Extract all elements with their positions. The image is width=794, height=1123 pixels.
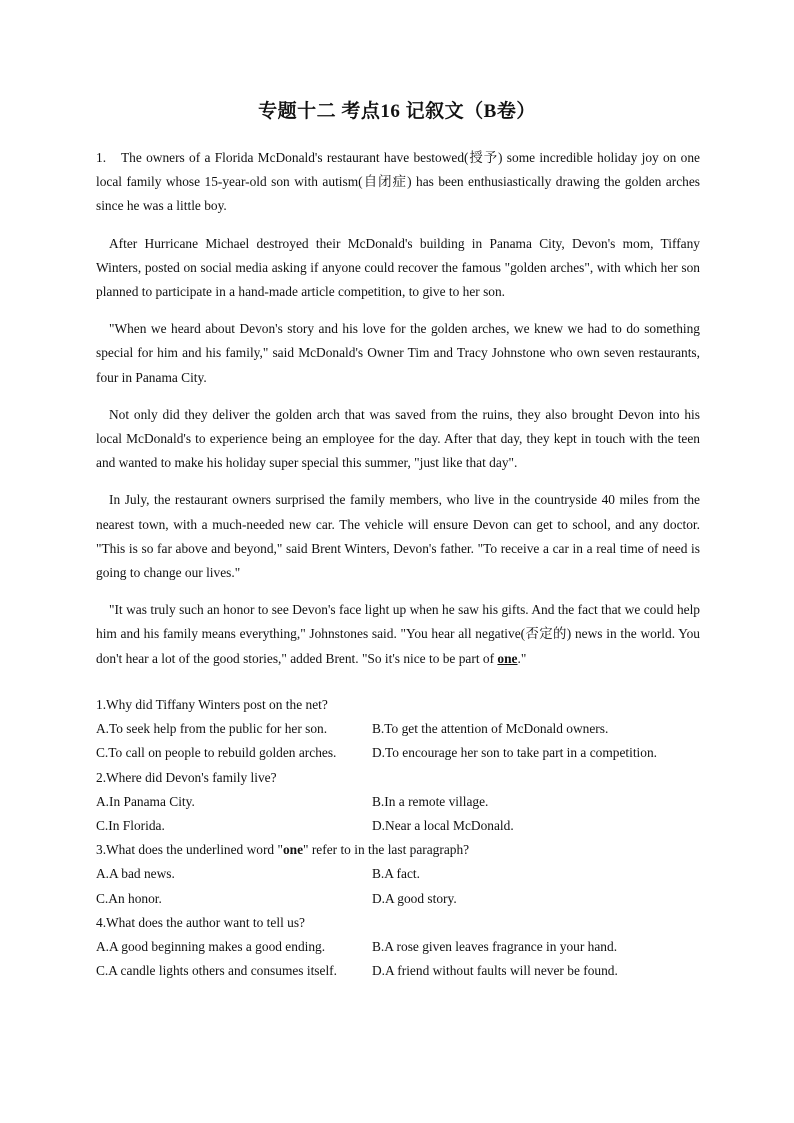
option-row — [96, 959, 716, 983]
option-c: C.In Florida. — [96, 818, 165, 834]
option-row — [96, 741, 716, 765]
option-row — [96, 790, 716, 814]
question-stem-1: 1.Why did Tiffany Winters post on the net? — [96, 697, 328, 712]
page-title: 专题十二 考点16 记叙文（B卷） — [258, 101, 536, 122]
passage-paragraph-6 — [96, 598, 700, 671]
option-row — [96, 814, 716, 838]
option-a: A.A good beginning makes a good ending. — [96, 939, 326, 955]
paragraph-text: The owners of a Florida McDonald's restaurant have bestowed(授予) some incredible holiday joy on one local family whose 15-year-old son with autism(自闭症) has been enthusiastically drawing the golden arches since he was a little boy. — [96, 150, 700, 214]
underlined-word: one — [497, 650, 518, 666]
passage-paragraph-4: Not only did they deliver the golden arch that was saved from the ruins, they also brought Devon into his local McDonald's to experience being an employee for the day. After that day, they kept in touch with the teen and wanted to make his holiday super special this summer, "just like that day". — [96, 406, 700, 471]
option-d: D.A good story. — [372, 890, 457, 906]
passage-paragraph-3: "When we heard about Devon's story and his love for the golden arches, we knew we had to do something special for him and his family," said McDonald's Owner Tim and Tracy Johnstone who own seven restaurants, four in Panama City. — [96, 321, 700, 385]
question-stem-2: 2.Where did Devon's family live? — [96, 769, 277, 785]
option-b: B.A fact. — [372, 866, 420, 882]
question-list — [96, 693, 716, 983]
option-b: B.In a remote village. — [372, 793, 489, 809]
option-a: A.A bad news. — [96, 866, 175, 882]
option-c: C.To call on people to rebuild golden arches. — [96, 745, 337, 761]
option-c: C.An honor. — [96, 890, 162, 906]
stem-text: " refer to in the last paragraph? — [303, 842, 470, 858]
passage-paragraph-1 — [96, 146, 700, 219]
option-d: D.A friend without faults will never be found. — [372, 963, 618, 979]
option-row — [96, 887, 716, 911]
paragraph-text: ." — [517, 650, 527, 666]
reading-passage — [96, 146, 700, 684]
passage-number: 1. — [96, 150, 107, 165]
question-stem-4: 4.What does the author want to tell us? — [96, 914, 305, 930]
question-stem-3 — [96, 838, 716, 862]
option-a: A.To seek help from the public for her son. — [96, 721, 328, 737]
option-d: D.Near a local McDonald. — [372, 818, 514, 834]
stem-bold-word: one — [282, 842, 304, 858]
option-row — [96, 935, 716, 959]
paragraph-text: "It was truly such an honor to see Devon's face light up when he saw his gifts. And the fact that we could help him and his family means everything," Johnstones said. "You hear all negative(否定的) news in the world. You don't hear a lot of the good stories," added Brent. "So it's nice to be part of — [96, 602, 700, 666]
option-a: A.In Panama City. — [96, 793, 195, 809]
option-row — [96, 717, 716, 741]
passage-paragraph-2: After Hurricane Michael destroyed their McDonald's building in Panama City, Devon's mom, Tiffany Winters, posted on social media asking if anyone could recover the famous "golden arches", with which her son planned to participate in a hand-made article competition, to give to her son. — [96, 235, 700, 300]
passage-paragraph-5: In July, the restaurant owners surprised the family members, who live in the countryside 40 miles from the nearest town, with a much-needed new car. The vehicle will ensure Devon can get to school, and any doctor. "This is so far above and beyond," said Brent Winters, Devon's father. "To receive a car in a real time of need is going to change our lives." — [96, 492, 700, 581]
stem-text: 3.What does the underlined word " — [96, 842, 283, 858]
option-d: D.To encourage her son to take part in a competition. — [372, 745, 658, 761]
option-b: B.A rose given leaves fragrance in your hand. — [372, 939, 618, 955]
option-b: B.To get the attention of McDonald owners. — [372, 721, 609, 737]
option-row — [96, 862, 716, 886]
option-c: C.A candle lights others and consumes itself. — [96, 963, 337, 979]
